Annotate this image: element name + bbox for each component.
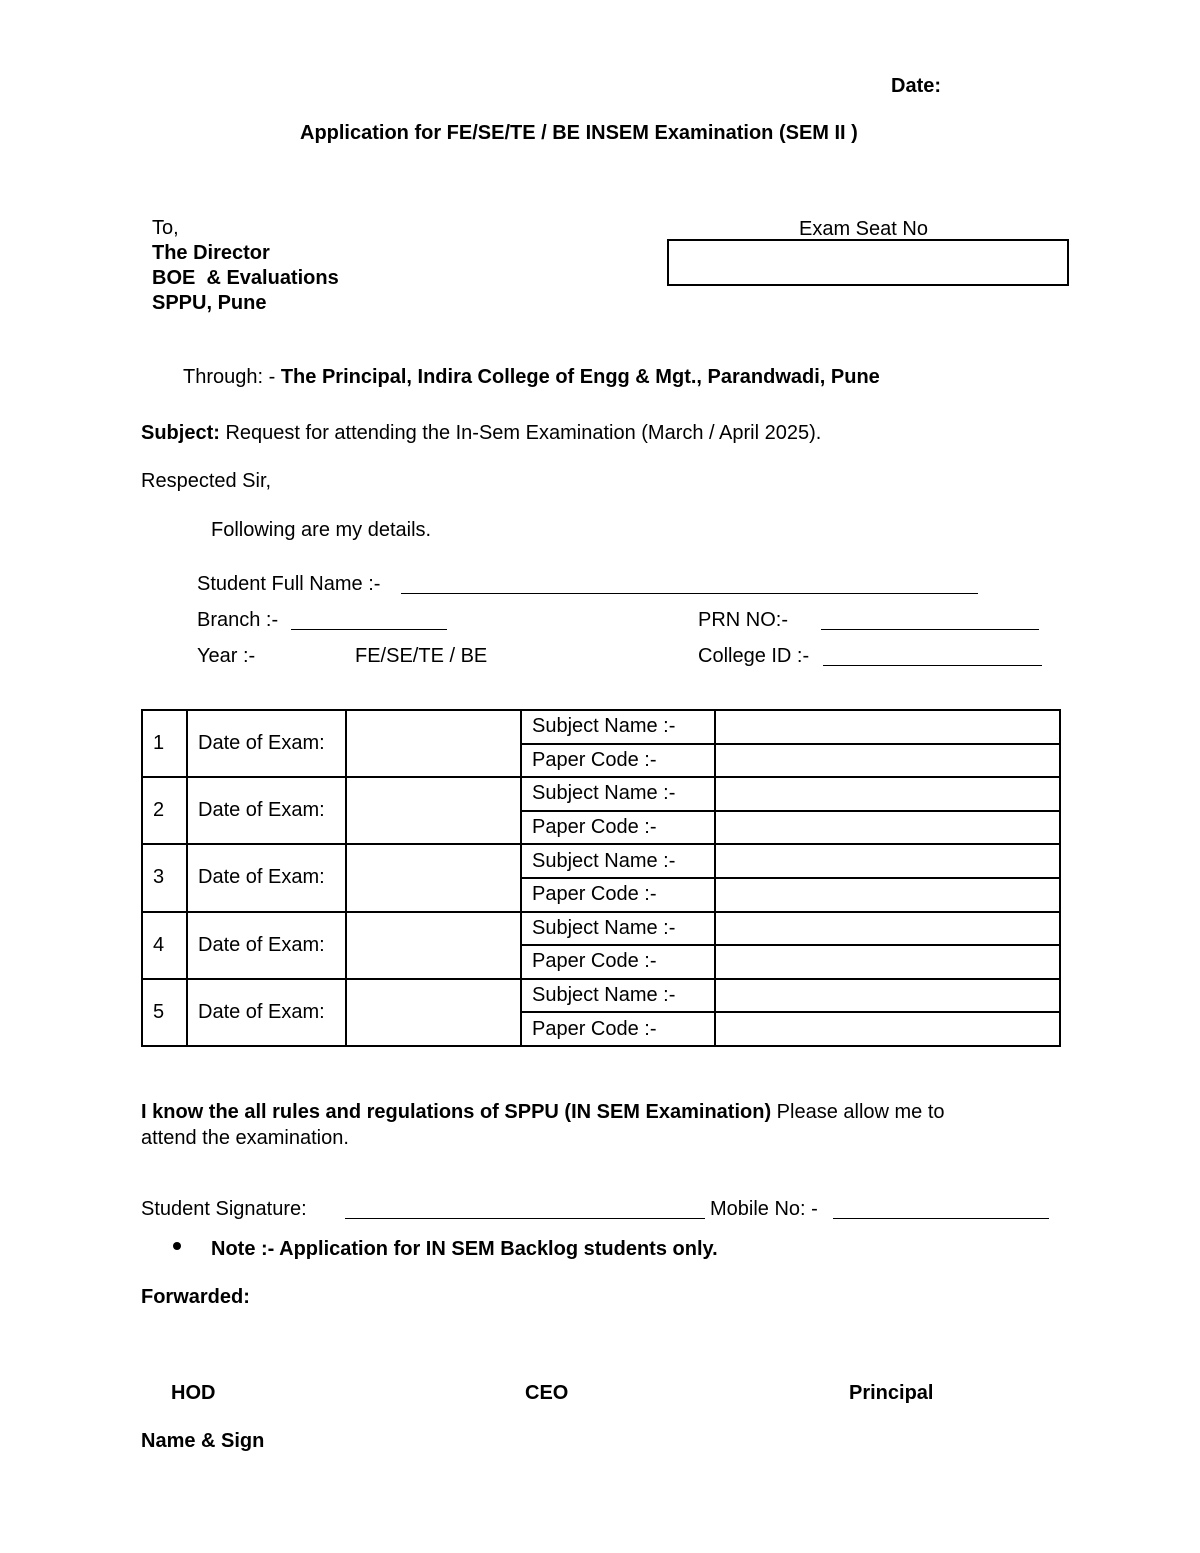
through-line: [183, 365, 880, 389]
exam-seat-label: Exam Seat No: [799, 218, 928, 240]
date-of-exam-input[interactable]: [346, 777, 521, 844]
name-sign-label: Name & Sign: [141, 1430, 265, 1452]
date-of-exam-label: Date of Exam:: [187, 979, 346, 1046]
salutation: Respected Sir,: [141, 470, 272, 492]
exam-row: [142, 912, 1060, 946]
subject-name-label: Subject Name :-: [521, 912, 715, 946]
paper-code-input[interactable]: [715, 811, 1060, 845]
paper-code-input[interactable]: [715, 744, 1060, 778]
mobile-label: Mobile No: -: [710, 1198, 818, 1220]
subject-name-input[interactable]: [715, 710, 1060, 744]
date-of-exam-input[interactable]: [346, 844, 521, 911]
note-text: Note :- Application for IN SEM Backlog students only.: [211, 1238, 718, 1260]
declaration-bold: I know the all rules and regulations of SPPU (IN SEM Examination): [141, 1101, 772, 1123]
subject-name-label: Subject Name :-: [521, 710, 715, 744]
address-line-1: The Director: [152, 242, 270, 264]
paper-code-label: Paper Code :-: [521, 811, 715, 845]
declaration-text: Please allow me to: [771, 1101, 945, 1123]
paper-code-label: Paper Code :-: [521, 1012, 715, 1046]
exam-seat-input-box[interactable]: [667, 239, 1069, 286]
exam-row-number: 4: [142, 912, 187, 979]
subject-name-label: Subject Name :-: [521, 979, 715, 1013]
year-label: Year :-: [197, 645, 256, 667]
address-to: To,: [152, 217, 179, 239]
prn-label: PRN NO:-: [698, 609, 788, 631]
student-name-line[interactable]: [401, 593, 978, 594]
address-line-2: BOE & Evaluations: [152, 267, 339, 289]
exam-row: [142, 710, 1060, 744]
subject-name-label: Subject Name :-: [521, 777, 715, 811]
date-of-exam-input[interactable]: [346, 979, 521, 1046]
date-of-exam-input[interactable]: [346, 710, 521, 777]
subject-label: Subject:: [141, 422, 220, 444]
paper-code-input[interactable]: [715, 878, 1060, 912]
paper-code-label: Paper Code :-: [521, 878, 715, 912]
paper-code-input[interactable]: [715, 945, 1060, 979]
subject-name-label: Subject Name :-: [521, 844, 715, 878]
exam-row-number: 1: [142, 710, 187, 777]
college-id-label: College ID :-: [698, 645, 810, 667]
through-text: The Principal, Indira College of Engg & Mgt., Parandwadi, Pune: [280, 366, 880, 388]
date-label: Date:: [891, 75, 942, 97]
subject-name-input[interactable]: [715, 979, 1060, 1013]
date-of-exam-label: Date of Exam:: [187, 912, 346, 979]
ceo-label: CEO: [525, 1382, 569, 1404]
date-of-exam-label: Date of Exam:: [187, 710, 346, 777]
hod-label: HOD: [171, 1382, 216, 1404]
declaration-line-2: attend the examination.: [141, 1127, 349, 1149]
paper-code-label: Paper Code :-: [521, 744, 715, 778]
exam-row-number: 2: [142, 777, 187, 844]
college-id-line[interactable]: [823, 665, 1042, 666]
paper-code-label: Paper Code :-: [521, 945, 715, 979]
prn-line[interactable]: [821, 629, 1039, 630]
mobile-line[interactable]: [833, 1218, 1049, 1219]
date-of-exam-label: Date of Exam:: [187, 844, 346, 911]
year-value: FE/SE/TE / BE: [355, 645, 488, 667]
intro-text: Following are my details.: [211, 519, 432, 541]
exam-row: [142, 844, 1060, 878]
forwarded-label: Forwarded:: [141, 1286, 250, 1308]
student-signature-line[interactable]: [345, 1218, 705, 1219]
exam-row-number: 5: [142, 979, 187, 1046]
through-prefix: Through: -: [183, 366, 281, 388]
bullet-icon: [173, 1242, 181, 1250]
subject-line: [141, 421, 821, 445]
exam-details-table: [141, 709, 1061, 1047]
date-of-exam-label: Date of Exam:: [187, 777, 346, 844]
paper-code-input[interactable]: [715, 1012, 1060, 1046]
branch-label: Branch :-: [197, 609, 279, 631]
exam-row-number: 3: [142, 844, 187, 911]
student-name-label: Student Full Name :-: [197, 573, 381, 595]
student-signature-label: Student Signature:: [141, 1198, 307, 1220]
subject-text: Request for attending the In-Sem Examination (March / April 2025).: [219, 422, 822, 444]
declaration-line-1: [141, 1100, 945, 1124]
subject-name-input[interactable]: [715, 844, 1060, 878]
exam-row: [142, 979, 1060, 1013]
address-line-3: SPPU, Pune: [152, 292, 267, 314]
branch-line[interactable]: [291, 629, 447, 630]
principal-label: Principal: [849, 1382, 934, 1404]
exam-row: [142, 777, 1060, 811]
date-of-exam-input[interactable]: [346, 912, 521, 979]
subject-name-input[interactable]: [715, 777, 1060, 811]
subject-name-input[interactable]: [715, 912, 1060, 946]
page-title: Application for FE/SE/TE / BE INSEM Examination (SEM II ): [300, 122, 858, 144]
